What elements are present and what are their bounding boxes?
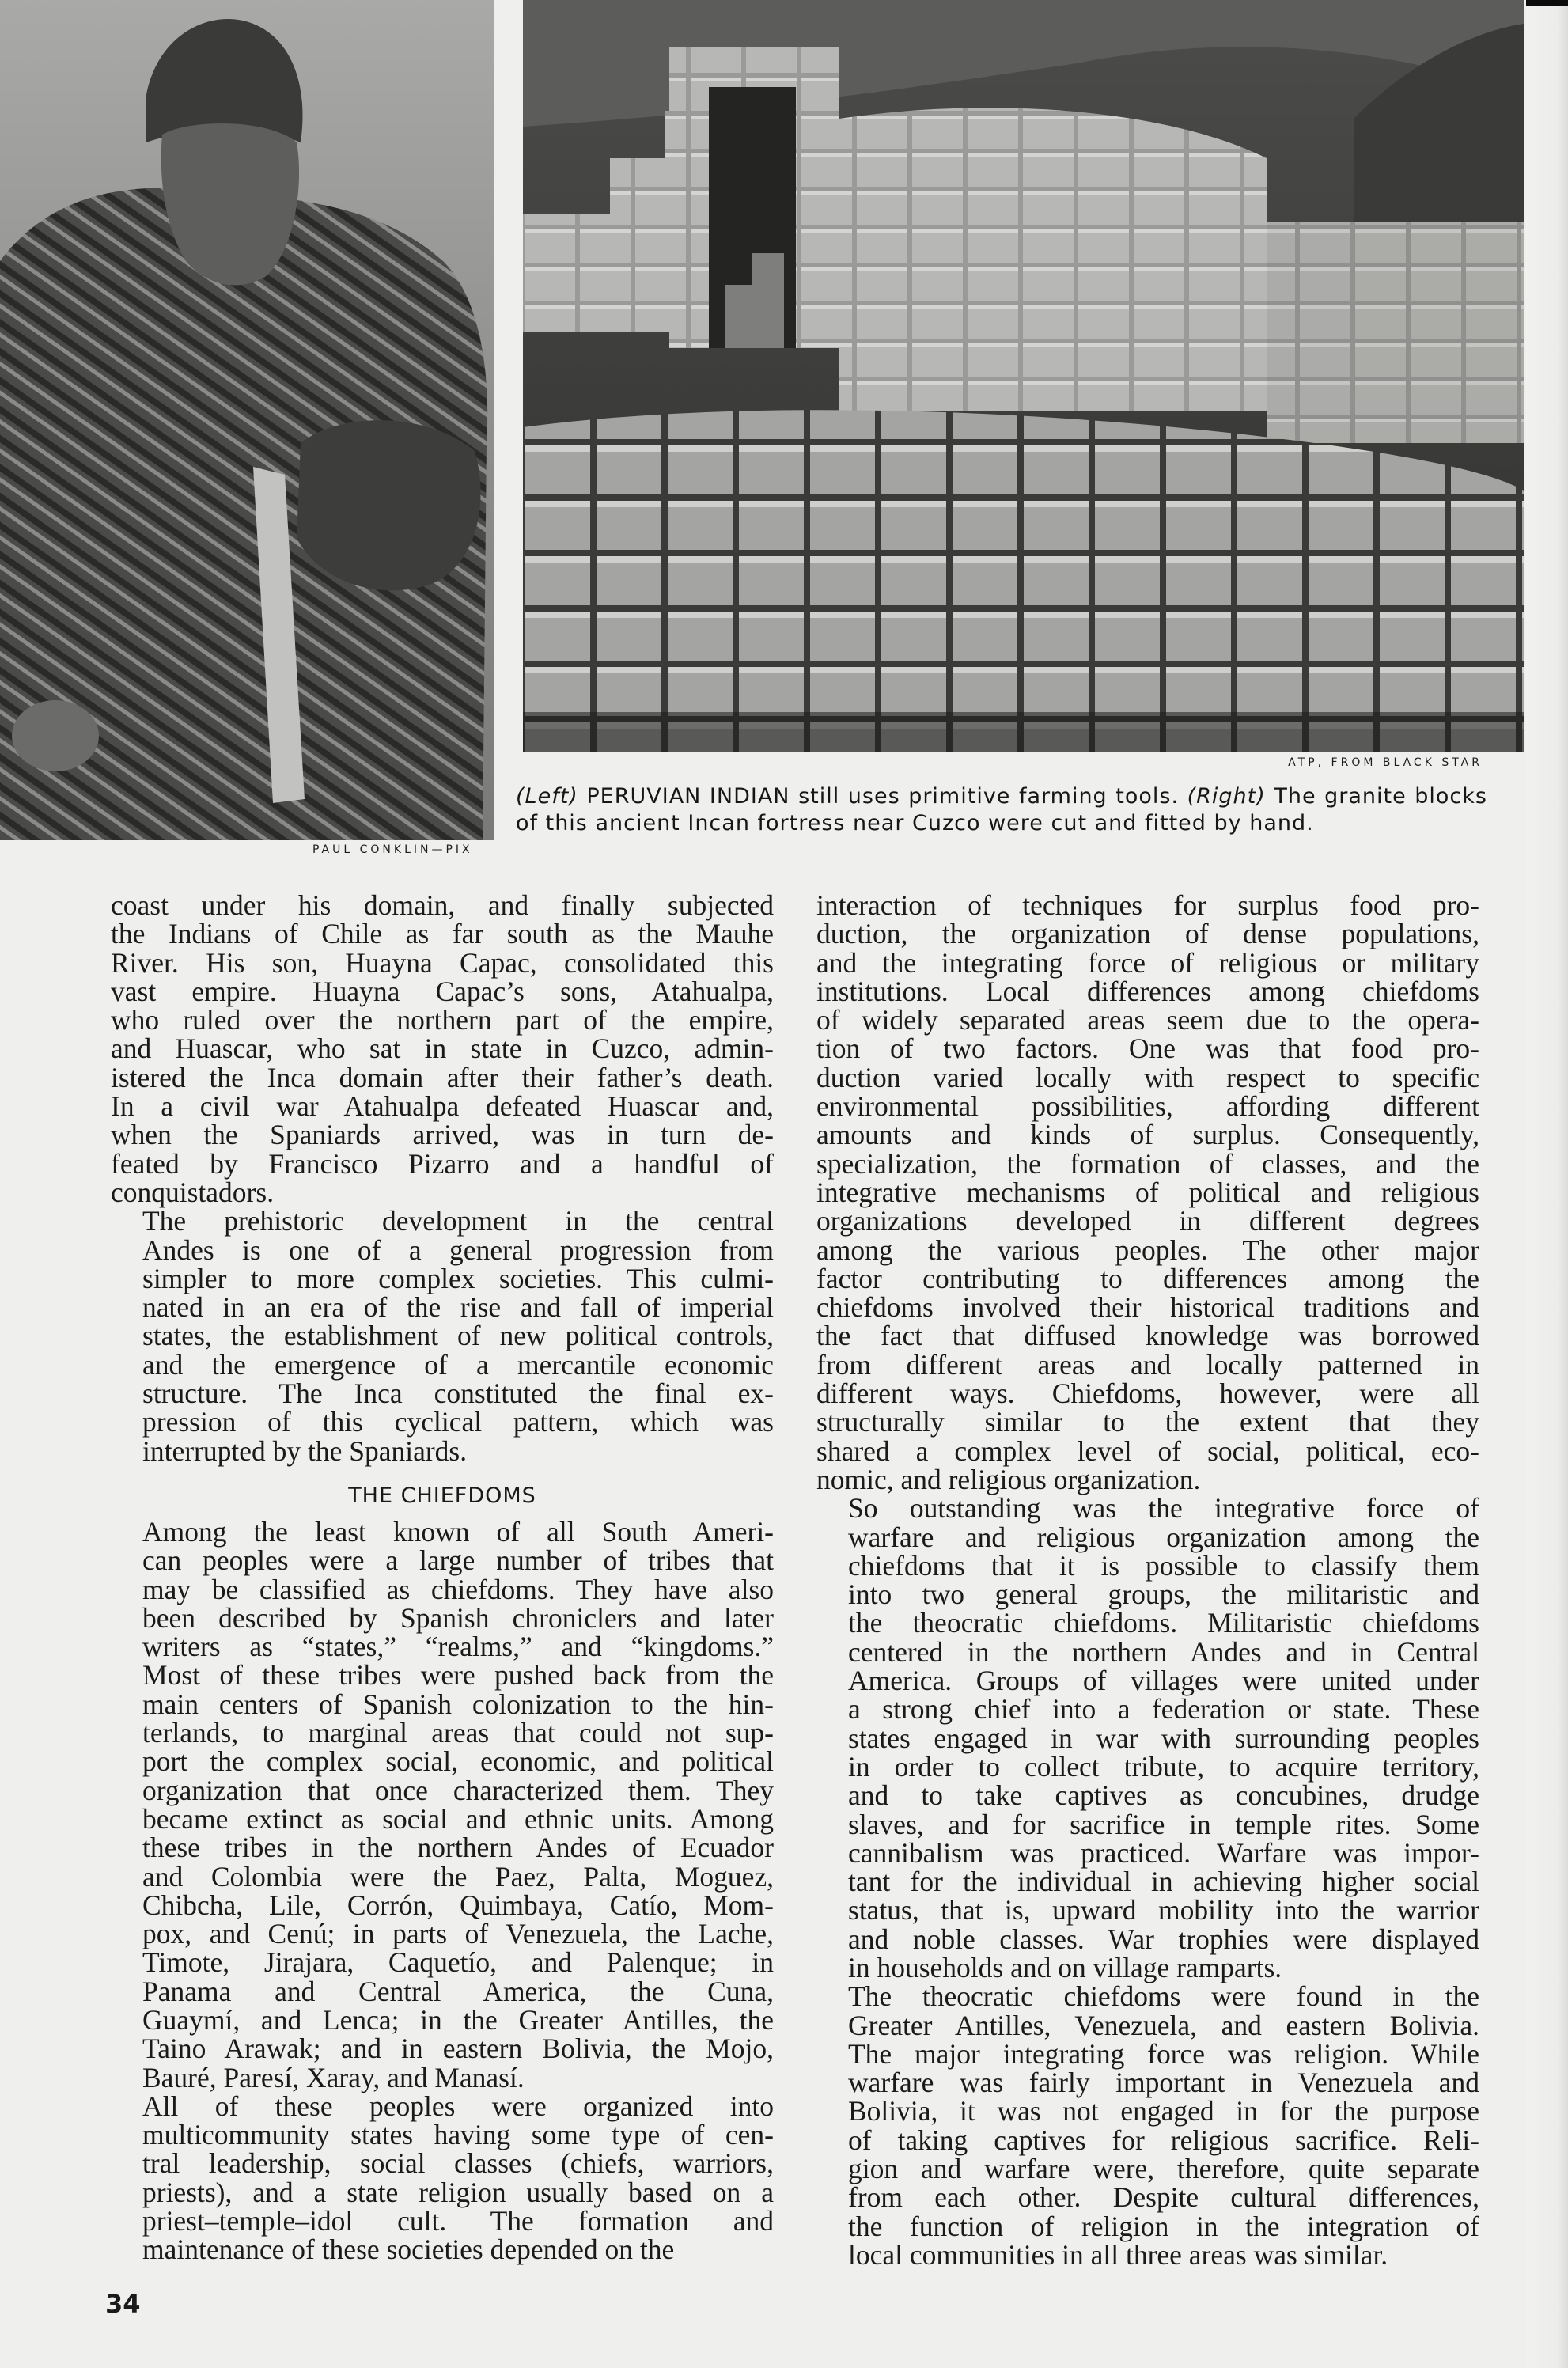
text-line: tion of two factors. One was that food pro- — [816, 1032, 1479, 1065]
caption-left-tag: (Left) — [516, 784, 578, 809]
text-line: states engaged in war with surrounding peoples — [848, 1722, 1479, 1754]
text-line: pression of this cyclical pattern, which was — [142, 1406, 774, 1438]
text-line: shared a complex level of social, political, eco- — [816, 1434, 1479, 1467]
text-line: main centers of Spanish colonization to the hin- — [142, 1688, 774, 1720]
text-line: In a civil war Atahualpa defeated Huascar and, — [111, 1090, 774, 1123]
paragraph — [111, 891, 774, 1207]
text-line: slaves, and for sacrifice in temple rites. Some — [848, 1808, 1479, 1840]
text-line: interrupted by the Spaniards. — [142, 1434, 468, 1467]
text-line: and the integrating force of religious or military — [816, 946, 1479, 979]
photo-incan-fortress — [523, 0, 1524, 752]
text-line: duction varied locally with respect to specific — [816, 1061, 1479, 1093]
text-line: warfare was fairly important in Venezuela and — [848, 2067, 1479, 2099]
text-line: nated in an era of the rise and fall of imperial — [142, 1291, 774, 1324]
photo-credit-right: ATP, FROM BLACK STAR — [1288, 756, 1483, 769]
text-line: and Huascar, who sat in state in Cuzco, admin- — [111, 1032, 774, 1065]
text-line: may be classified as chiefdoms. They have also — [142, 1573, 774, 1605]
text-line: Guaymí, and Lenca; in the Greater Antilles, the — [142, 2003, 774, 2036]
text-line: chiefdoms that it is possible to classify them — [848, 1549, 1479, 1582]
text-line: different ways. Chiefdoms, however, were all — [816, 1377, 1479, 1410]
text-line: the Indians of Chile as far south as the Mauhe — [111, 918, 774, 950]
text-line: and the emergence of a mercantile economic — [142, 1348, 774, 1381]
text-line: and to take captives as concubines, drudge — [848, 1779, 1479, 1812]
text-line: Among the least known of all South Ameri- — [142, 1515, 774, 1548]
text-line: maintenance of these societies depended on the — [142, 2233, 675, 2266]
text-line: All of these peoples were organized into — [142, 2090, 774, 2122]
text-line: of widely separated areas seem due to the opera- — [816, 1004, 1479, 1036]
text-line: cannibalism was practiced. Warfare was impor- — [848, 1836, 1479, 1869]
text-line: Greater Antilles, Venezuela, and eastern Bolivia. — [848, 2009, 1479, 2041]
photo-credit-left: PAUL CONKLIN—PIX — [312, 843, 473, 856]
text-line: Chibcha, Lile, Corrón, Quimbaya, Catío, Mom- — [142, 1889, 774, 1921]
caption-right-tag: (Right) — [1187, 784, 1266, 809]
text-line: Taino Arawak; and in eastern Bolivia, the Mojo, — [142, 2033, 774, 2065]
text-line: specialization, the formation of classes, and the — [816, 1147, 1479, 1180]
text-line: environmental possibilities, affording different — [816, 1090, 1479, 1123]
text-line: the theocratic chiefdoms. Militaristic chiefdoms — [848, 1607, 1479, 1639]
text-line: Andes is one of a general progression from — [142, 1233, 774, 1266]
text-line: and Colombia were the Paez, Palta, Moguez, — [142, 1860, 774, 1893]
right-column-paragraphs — [816, 891, 1479, 2269]
text-line: factor contributing to differences among the — [816, 1262, 1479, 1294]
text-line: priest–temple–idol cult. The formation and — [142, 2205, 774, 2237]
text-line: local communities in all three areas was similar. — [848, 2238, 1388, 2271]
text-line: organizations developed in different degrees — [816, 1205, 1479, 1237]
paragraph — [816, 1982, 1479, 2269]
text-line: coast under his domain, and finally subjected — [111, 889, 774, 921]
text-line: these tribes in the northern Andes of Ecuador — [142, 1832, 774, 1864]
text-line: priests), and a state religion usually based on a — [142, 2176, 774, 2208]
left-column-paragraphs-after-heading — [111, 1517, 774, 2264]
text-line: amounts and kinds of surplus. Consequently, — [816, 1119, 1479, 1151]
text-column-right — [816, 891, 1479, 2269]
text-line: organization that once characterized them. They — [142, 1774, 774, 1806]
text-line: port the complex social, economic, and political — [142, 1745, 774, 1778]
page-number: 34 — [105, 2289, 141, 2319]
text-line: and noble classes. War trophies were displayed — [848, 1923, 1479, 1955]
text-line: feated by Francisco Pizarro and a handful of — [111, 1147, 774, 1180]
text-line: The prehistoric development in the central — [142, 1205, 774, 1237]
text-line: structurally similar to the extent that they — [816, 1406, 1479, 1438]
text-line: The theocratic chiefdoms were found in the — [848, 1980, 1479, 2013]
text-line: pox, and Cenú; in parts of Venezuela, the Lache, — [142, 1918, 774, 1950]
text-line: centered in the northern Andes and in Central — [848, 1635, 1479, 1668]
text-line: states, the establishment of new political controls, — [142, 1320, 774, 1352]
text-column-left — [111, 891, 774, 2264]
text-line: multicommunity states having some type of cen- — [142, 2119, 774, 2151]
text-line: warfare and religious organization among the — [848, 1521, 1479, 1553]
left-column-paragraphs — [111, 891, 774, 1465]
section-heading-chiefdoms: THE CHIEFDOMS — [348, 1483, 536, 1508]
text-line: Bauré, Paresí, Xaray, and Manasí. — [142, 2061, 525, 2093]
text-line: Panama and Central America, the Cuna, — [142, 1975, 774, 2007]
text-line: Timote, Jirajara, Caquetío, and Palenque; in — [142, 1946, 774, 1979]
text-line: Most of these tribes were pushed back from the — [142, 1659, 774, 1692]
paragraph — [111, 1207, 774, 1465]
text-line: vast empire. Huayna Capac’s sons, Atahualpa, — [111, 975, 774, 1007]
text-line: when the Spaniards arrived, was in turn de- — [111, 1119, 774, 1151]
text-line: chiefdoms involved their historical traditions and — [816, 1291, 1479, 1324]
text-line: The major integrating force was religion. While — [848, 2037, 1479, 2070]
paragraph — [111, 2092, 774, 2264]
text-line: Bolivia, it was not engaged in for the purpose — [848, 2095, 1479, 2127]
text-line: in order to collect tribute, to acquire territory, — [848, 1750, 1479, 1783]
page-edge-top-bar — [1526, 0, 1568, 6]
text-line: of taking captives for religious sacrifice. Reli- — [848, 2124, 1479, 2156]
paragraph — [111, 1517, 774, 2092]
caption-left-text: still uses primitive farming tools. — [798, 784, 1180, 809]
text-line: interaction of techniques for surplus food pro- — [816, 889, 1479, 921]
text-line: in households and on village ramparts. — [848, 1951, 1282, 1983]
text-line: River. His son, Huayna Capac, consolidated this — [111, 946, 774, 979]
text-line: among the various peoples. The other major — [816, 1233, 1479, 1266]
text-line: istered the Inca domain after their father’s death. — [111, 1061, 774, 1093]
text-line: who ruled over the northern part of the empire, — [111, 1004, 774, 1036]
text-line: the function of religion in the integration of — [848, 2210, 1479, 2242]
text-line: writers as “states,” “realms,” and “kingdoms.” — [142, 1631, 774, 1663]
photo-peruvian-indian-art — [0, 0, 494, 840]
text-line: tral leadership, social classes (chiefs, warriors, — [142, 2147, 774, 2180]
text-line: America. Groups of villages were united under — [848, 1665, 1479, 1697]
text-line: gion and warfare were, therefore, quite separate — [848, 2153, 1479, 2185]
text-line: can peoples were a large number of tribes that — [142, 1544, 774, 1577]
text-line: the fact that diffused knowledge was borrowed — [816, 1320, 1479, 1352]
text-line: tant for the individual in achieving higher social — [848, 1866, 1479, 1898]
photo-incan-fortress-art — [523, 0, 1524, 752]
text-line: been described by Spanish chroniclers and later — [142, 1601, 774, 1634]
text-line: terlands, to marginal areas that could not sup- — [142, 1717, 774, 1749]
text-line: conquistadors. — [111, 1176, 275, 1208]
text-line: became extinct as social and ethnic units. Among — [142, 1802, 774, 1835]
text-line: simpler to more complex societies. This culmi- — [142, 1262, 774, 1294]
text-line: duction, the organization of dense populations, — [816, 918, 1479, 950]
caption-right-text: The granite blocks of this ancient Incan fortress near Cuzco were cut and fitted by hand. — [516, 784, 1487, 835]
text-line: integrative mechanisms of political and religious — [816, 1176, 1479, 1208]
text-line: nomic, and religious organization. — [816, 1463, 1201, 1495]
text-line: a strong chief into a federation or state. These — [848, 1693, 1479, 1726]
text-line: structure. The Inca constituted the final ex- — [142, 1377, 774, 1410]
page-edge-shadow — [1526, 0, 1568, 2368]
paragraph — [816, 891, 1479, 1494]
text-line: from each other. Despite cultural differences, — [848, 2181, 1479, 2214]
text-line: from different areas and locally patterned in — [816, 1348, 1479, 1381]
photo-caption — [516, 783, 1487, 837]
photo-peruvian-indian — [0, 0, 494, 840]
text-line: So outstanding was the integrative force of — [848, 1492, 1479, 1525]
text-line: status, that is, upward mobility into the warrior — [848, 1894, 1479, 1927]
caption-left-caps: PERUVIAN INDIAN — [586, 784, 790, 809]
text-line: into two general groups, the militaristic and — [848, 1578, 1479, 1611]
text-line: institutions. Local differences among chiefdoms — [816, 975, 1479, 1007]
paragraph — [816, 1494, 1479, 1982]
